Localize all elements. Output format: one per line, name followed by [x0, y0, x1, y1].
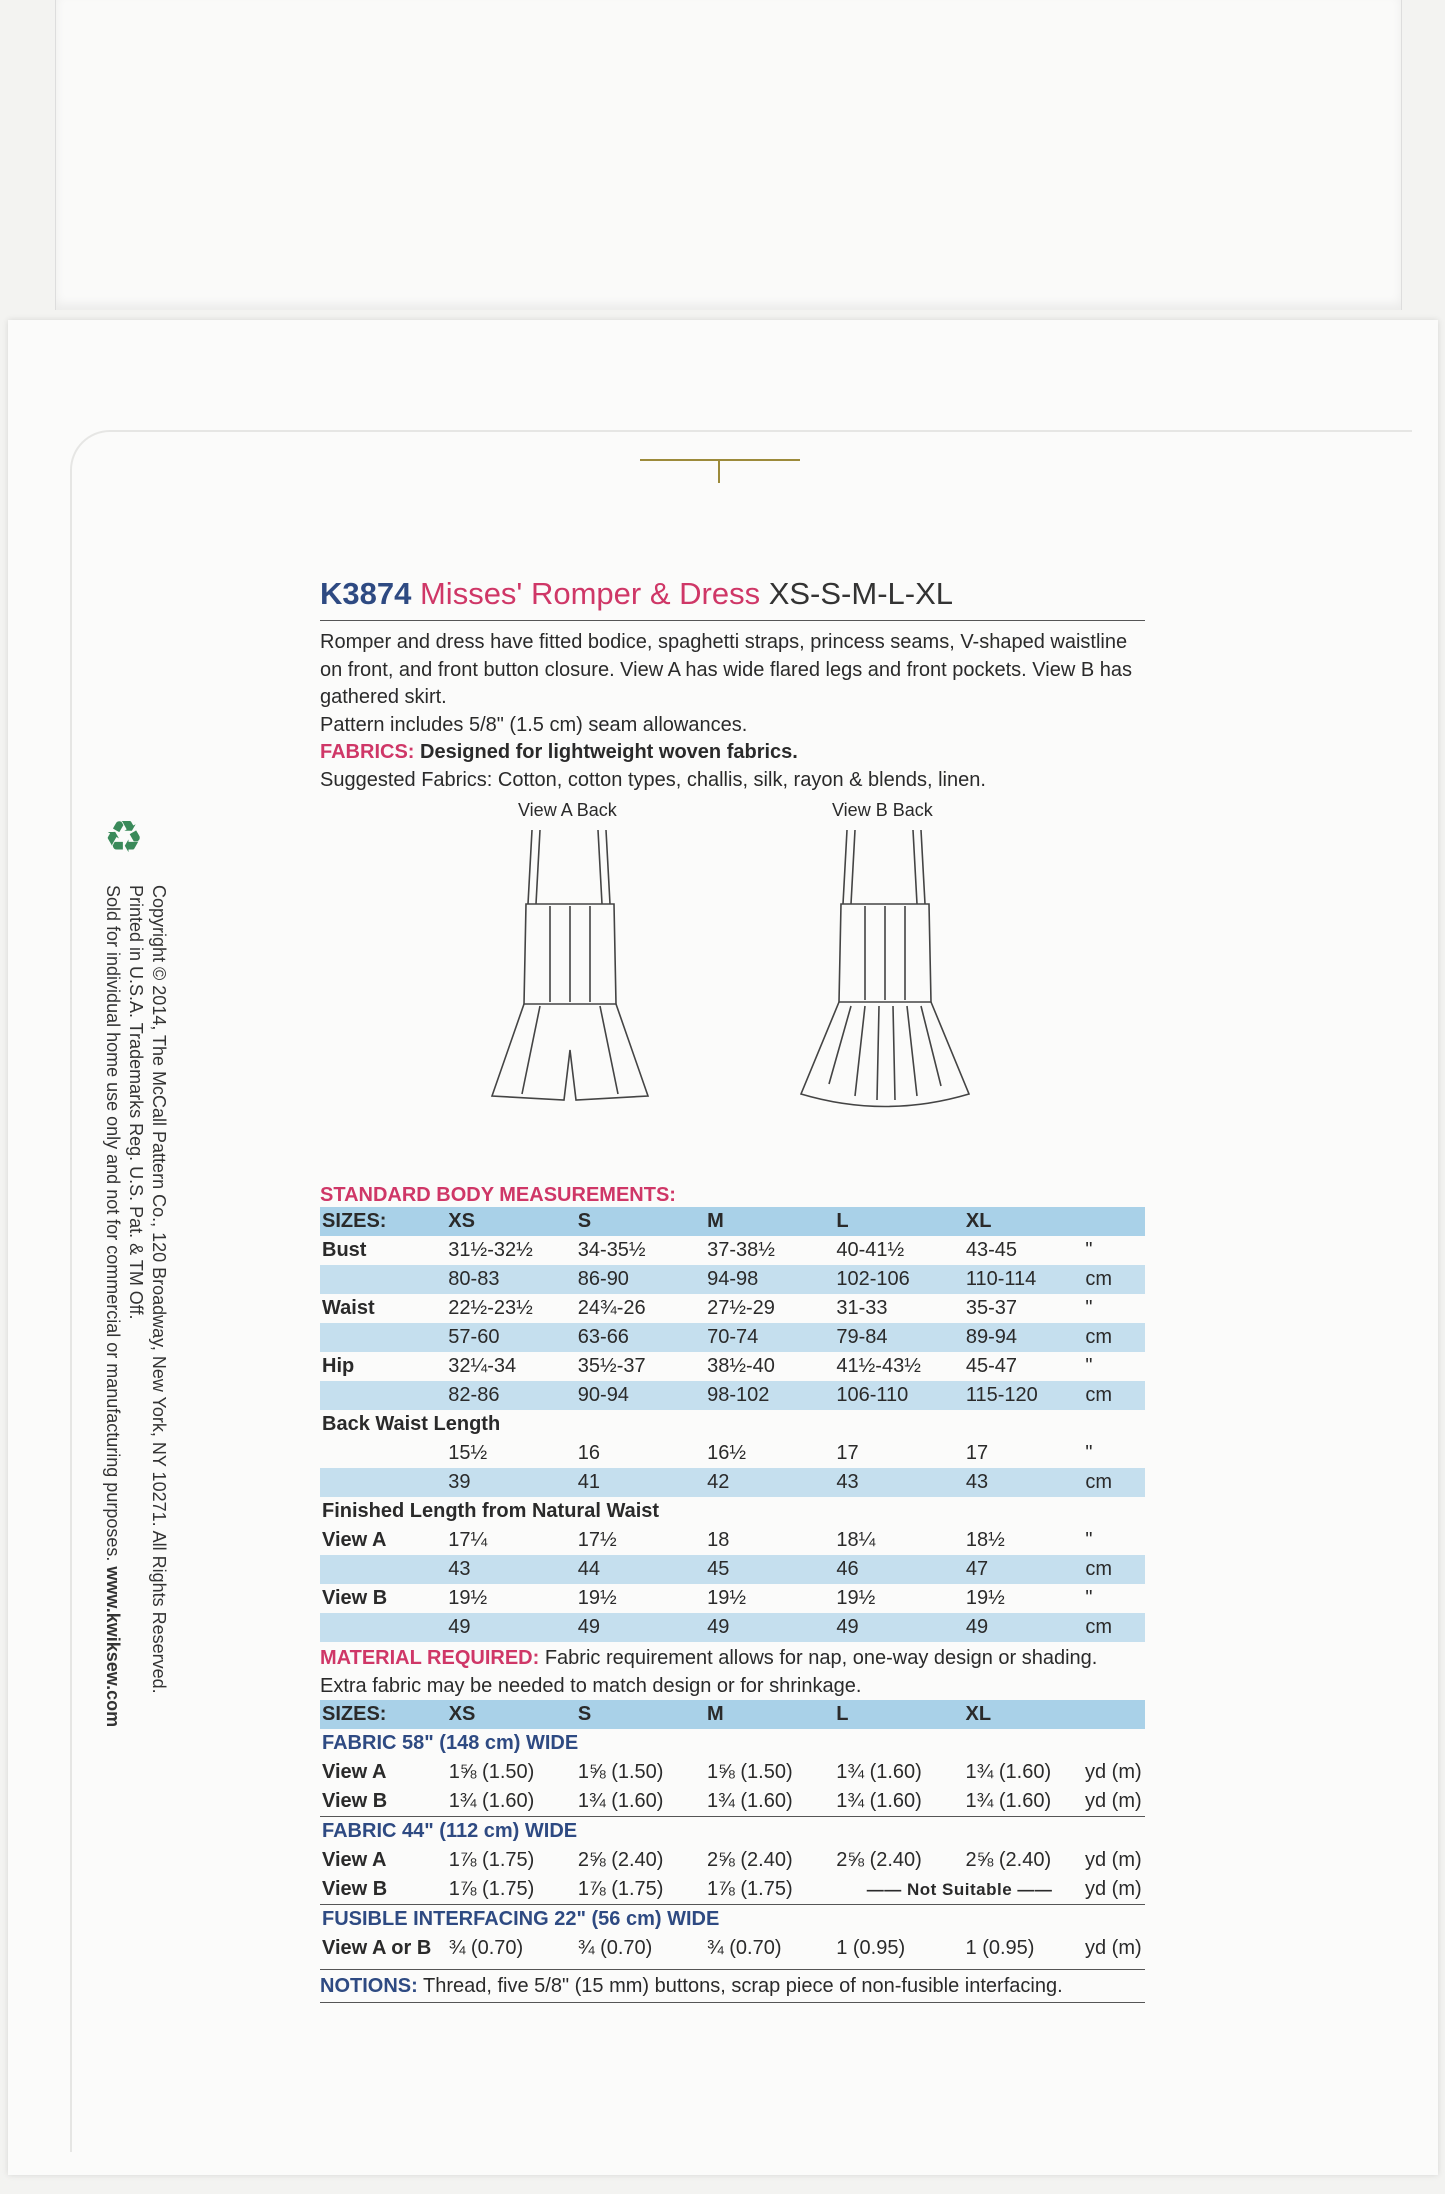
table-row: Hip 32¼-34 35½-37 38½-40 41½-43½ 45-47 ": [322, 1355, 1093, 1377]
material-required: [320, 1644, 1145, 1700]
page-title: [320, 570, 1145, 621]
copyright-line: Copyright © 2014, The McCall Pattern Co., 120 Broadway, New York, NY 10271. All Rights Reserved.: [149, 885, 169, 1694]
table-row: Finished Length from Natural Waist: [322, 1500, 660, 1522]
sizes-header-row: SIZES: XS S M L XL: [320, 1700, 1145, 1729]
fabrics-line: FABRICS: Designed for lightweight woven fabrics.: [320, 741, 798, 763]
table-row: View B 1¾ (1.60) 1¾ (1.60) 1¾ (1.60) 1¾ (1.60) 1¾ (1.60) yd (m): [322, 1790, 1142, 1812]
measurements-title: STANDARD BODY MEASUREMENTS:: [320, 1184, 676, 1206]
seam-allowance: Pattern includes 5/8" (1.5 cm) seam allowances.: [320, 713, 748, 736]
notions: [320, 1969, 1145, 2003]
fabric44-title-row: FABRIC 44" (112 cm) WIDE: [320, 1817, 1145, 1847]
sizes-header-row: SIZES: XS S M L XL: [320, 1207, 1145, 1236]
description: [320, 629, 1145, 794]
material-text: Fabric requirement allows for nap, one-way design or shading. Extra fabric may be needed to match design or for shrinkage.: [320, 1647, 1098, 1697]
measurements-table: [320, 1207, 1145, 1642]
material-table: [320, 1700, 1145, 1963]
table-row: Waist 22½-23½ 24¾-26 27½-29 31-33 35-37 ": [322, 1297, 1093, 1319]
table-row: View B 1⅞ (1.75) 1⅞ (1.75) 1⅞ (1.75) —— Not Suitable —— yd (m): [320, 1875, 1145, 1905]
table-row: View A 1⅝ (1.50) 1⅝ (1.50) 1⅝ (1.50) 1¾ (1.60) 1¾ (1.60) yd (m): [322, 1761, 1142, 1783]
center-mark-stem: [718, 459, 720, 483]
pattern-info: [320, 570, 1145, 2003]
interfacing-title-row: FUSIBLE INTERFACING 22" (56 cm) WIDE: [320, 1905, 1145, 1935]
pattern-code: K3874: [320, 576, 412, 611]
table-row: 15½ 16 16½ 17 17 ": [448, 1442, 1093, 1464]
table-row: 57-60 63-66 70-74 79-84 89-94 cm: [320, 1323, 1145, 1352]
fabric58-title-row: FABRIC 58" (148 cm) WIDE: [322, 1732, 579, 1754]
table-row: View B 19½ 19½ 19½ 19½ 19½ ": [322, 1587, 1093, 1609]
recycle-icon: ♻: [104, 813, 144, 862]
suggested-fabrics: Suggested Fabrics: Cotton, cotton types, challis, silk, rayon & blends, linen.: [320, 768, 986, 791]
table-row: View A 1⅞ (1.75) 2⅝ (2.40) 2⅝ (2.40) 2⅝ (2.40) 2⅝ (2.40) yd (m): [322, 1849, 1142, 1871]
table-row: Back Waist Length: [322, 1413, 501, 1435]
table-row: Bust 31½-32½ 34-35½ 37-38½ 40-41½ 43-45 ": [322, 1239, 1093, 1261]
notions-label: NOTIONS:: [320, 1975, 418, 1997]
back-view-sketches: [320, 794, 1145, 1184]
copyright-block: [101, 885, 170, 1805]
center-mark: [640, 459, 800, 461]
size-range: XS-S-M-L-XL: [768, 576, 954, 611]
envelope-top-flap: [55, 0, 1402, 310]
description-text: Romper and dress have fitted bodice, spaghetti straps, princess seams, V-shaped waistline on front, and front button closure. View A has wide flared legs and front pockets. View B has gathered skirt.: [320, 631, 1132, 708]
view-a-romper-sketch: [470, 824, 670, 1124]
table-row: 80-83 86-90 94-98 102-106 110-114 cm: [320, 1265, 1145, 1294]
view-a-label: View A Back: [518, 800, 617, 820]
pattern-name: Misses' Romper & Dress: [419, 576, 761, 611]
table-row: View A or B ¾ (0.70) ¾ (0.70) ¾ (0.70) 1 (0.95) 1 (0.95) yd (m): [322, 1937, 1142, 1959]
table-row: 49 49 49 49 49 cm: [320, 1613, 1145, 1642]
notions-text: Thread, five 5/8" (15 mm) buttons, scrap piece of non-fusible interfacing.: [422, 1975, 1063, 1997]
table-row: 82-86 90-94 98-102 106-110 115-120 cm: [320, 1381, 1145, 1410]
table-row: 39 41 42 43 43 cm: [320, 1468, 1145, 1497]
table-row: 43 44 45 46 47 cm: [320, 1555, 1145, 1584]
view-b-dress-sketch: [785, 824, 985, 1124]
printed-line: Printed in U.S.A. Trademarks Reg. U.S. Pat. & TM Off.: [126, 885, 146, 1320]
website-link[interactable]: www.kwiksew.com: [103, 1566, 123, 1728]
view-b-label: View B Back: [832, 800, 933, 820]
table-row: View A 17¼ 17½ 18 18¼ 18½ ": [322, 1529, 1093, 1551]
not-suitable-note: —— Not Suitable ——: [866, 1880, 1053, 1899]
material-label: MATERIAL REQUIRED:: [320, 1647, 540, 1669]
usage-line: Sold for individual home use only and not for commercial or manufacturing purposes. www.kwiksew.com: [103, 885, 123, 1728]
